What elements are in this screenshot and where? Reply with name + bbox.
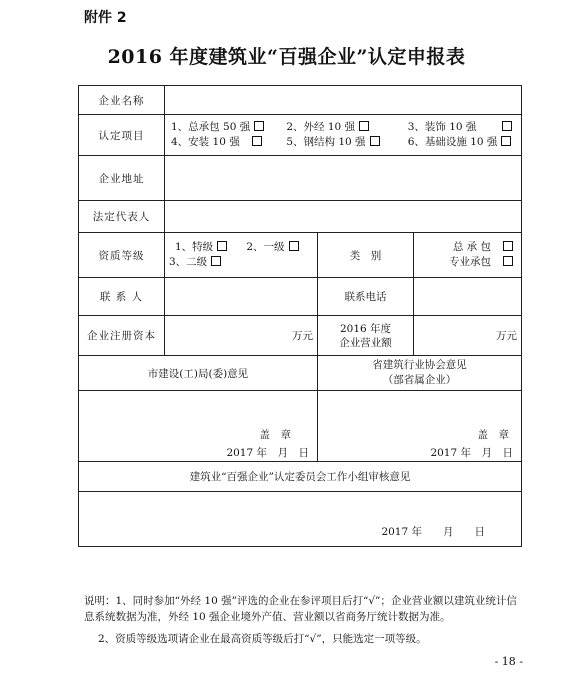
capital-label: 企业注册资本 xyxy=(79,316,165,356)
note-1: 说明：1、同时参加“外经 10 强”评选的企业在参评项目后打“√”；企业营业额以建筑业统计信息系统数据为准，外经 10 强企业境外产值、营业额以省商务厅统计数据为准。 xyxy=(84,595,517,623)
checkbox-icon[interactable] xyxy=(211,256,221,266)
address-field[interactable] xyxy=(165,156,522,201)
qualification-option-1[interactable]: 1、特级 xyxy=(175,240,243,255)
cert-option-3[interactable]: 3、装饰 10 强 xyxy=(408,120,513,135)
contact-field[interactable] xyxy=(165,278,318,316)
cert-option-2[interactable]: 2、外经 10 强 xyxy=(286,120,404,135)
phone-field[interactable] xyxy=(414,278,522,316)
category-option-general[interactable]: 总 承 包 xyxy=(418,240,513,255)
cert-option-1[interactable]: 1、总承包 50 强 xyxy=(171,120,283,135)
committee-opinion-field[interactable] xyxy=(79,492,522,547)
category-options xyxy=(414,233,522,278)
legal-rep-label: 法定代表人 xyxy=(79,201,165,233)
checkbox-icon[interactable] xyxy=(217,241,227,251)
checkbox-icon[interactable] xyxy=(289,241,299,251)
qualification-option-3[interactable]: 3、二级 xyxy=(169,255,221,270)
assoc-opinion-field[interactable] xyxy=(318,391,522,462)
checkbox-icon[interactable] xyxy=(252,136,262,146)
checkbox-icon[interactable] xyxy=(254,121,264,131)
notes-section xyxy=(84,593,524,647)
form-title: 2016 年度建筑业“百强企业”认定申报表 xyxy=(107,46,466,68)
assoc-stamp-label: 盖 章 xyxy=(477,429,509,441)
contact-label: 联 系 人 xyxy=(79,278,165,316)
checkbox-icon[interactable] xyxy=(359,121,369,131)
assoc-opinion-label: 省建筑行业协会意见 （部省属企业） xyxy=(318,356,522,391)
category-option-specialty[interactable]: 专业承包 xyxy=(418,255,513,270)
qualification-options xyxy=(165,233,318,278)
assoc-date-label: 2017 年 月 日 xyxy=(430,447,513,459)
cert-items-options xyxy=(165,115,522,156)
capital-field[interactable] xyxy=(165,316,318,356)
city-opinion-field[interactable] xyxy=(79,391,318,462)
qualification-label: 资质等级 xyxy=(79,233,165,278)
category-label: 类 别 xyxy=(318,233,414,278)
phone-label: 联系电话 xyxy=(318,278,414,316)
note-2: 2、资质等级选项请企业在最高资质等级后打“√”，只能选定一项等级。 xyxy=(98,633,427,645)
cert-items-label: 认定项目 xyxy=(79,115,165,156)
cert-option-4[interactable]: 4、安装 10 强 xyxy=(171,135,283,150)
revenue-label: 2016 年度 企业营业额 xyxy=(318,316,414,356)
address-label: 企业地址 xyxy=(79,156,165,201)
checkbox-icon[interactable] xyxy=(370,136,380,146)
capital-unit: 万元 xyxy=(292,330,313,342)
company-name-label: 企业名称 xyxy=(79,86,165,115)
qualification-option-2[interactable]: 2、一级 xyxy=(246,240,298,255)
committee-label: 建筑业“百强企业”认定委员会工作小组审核意见 xyxy=(79,462,522,492)
committee-date-label: 2017 年 月 日 xyxy=(381,526,485,538)
revenue-unit: 万元 xyxy=(496,330,517,342)
city-opinion-label: 市建设(工)局(委)意见 xyxy=(79,356,318,391)
cert-option-5[interactable]: 5、钢结构 10 强 xyxy=(286,135,404,150)
checkbox-icon[interactable] xyxy=(503,241,513,251)
legal-rep-field[interactable] xyxy=(165,201,522,233)
checkbox-icon[interactable] xyxy=(502,121,512,131)
company-name-field[interactable] xyxy=(165,86,522,115)
revenue-field[interactable] xyxy=(414,316,522,356)
city-stamp-label: 盖 章 xyxy=(259,429,291,441)
city-date-label: 2017 年 月 日 xyxy=(226,447,309,459)
checkbox-icon[interactable] xyxy=(503,256,513,266)
page-number: - 18 - xyxy=(494,655,523,668)
attachment-label: 附件 2 xyxy=(84,10,127,26)
application-form-table xyxy=(78,85,522,547)
cert-option-6[interactable]: 6、基础设施 10 强 xyxy=(408,135,512,150)
checkbox-icon[interactable] xyxy=(501,136,511,146)
